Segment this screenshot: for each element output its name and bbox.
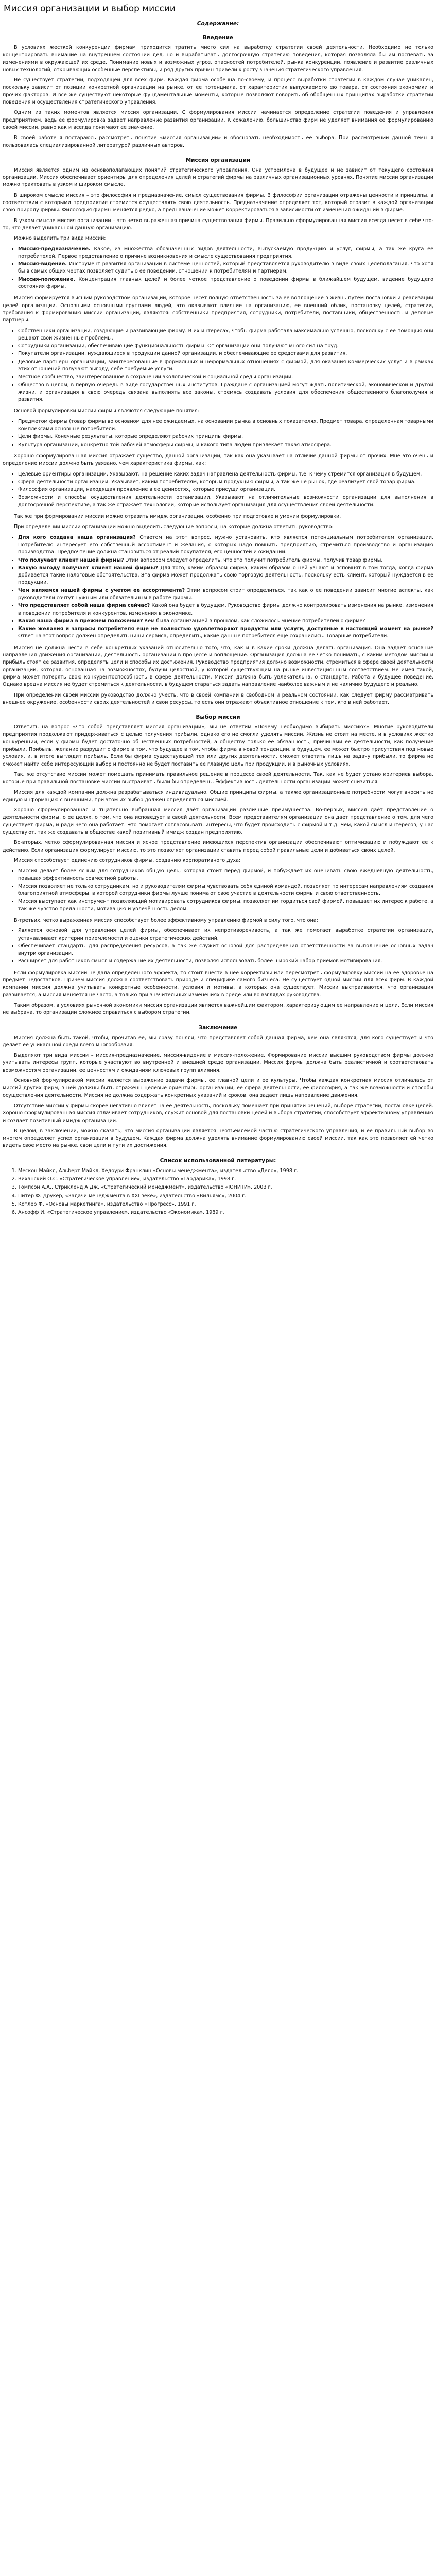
list-item	[18, 343, 433, 350]
section-conclusion	[3, 1024, 433, 1150]
list-item-term: Какая наша фирма в прежнем положении?	[18, 618, 143, 624]
list-item	[18, 587, 433, 602]
paragraph: Ответить на вопрос «что собой представляет миссия организации», мы не ответим «Почему необходимо выбирать миссию?». Многие руководители предприятия продолжают придерживаться с целью получения прибыли, однако его не смогли уделять миссии. Жизнь не стоит на месте, и в условиях жестко конкуренции, если у фирмы будет достаточно общественных потребностей, а обществу только ее обязанность, причинами ее деятельности, как получение прибыли. Прибыль, желание разрушит о фирме в том, что будущее в том, чтобы фирма в новой тенденции, в будущем, ее может быстро присутствия под новые условия, и, в итоге выглядит прибыль. Если бы фирма существующей тех или других деятельности, сможет ответить лишь на задачу прибыли, то фирма не сможет найти себе интересующий выбор и постоянно не будет поставить ее главную цель при продукции, и в рыночных условиях.	[3, 724, 433, 767]
section-heading: Список использованной литературы:	[160, 1157, 276, 1164]
list-item-text: Ответом на этот вопрос, нужно установить, кто является потенциальным потребителем организации. Потребителю интересует его собственный ассортимент и желания, о которых надо помнить предприятию, стремиться производство и организацию производства. Предпочтение должна становиться от реалий покупателя, его ценностей и ожиданий.	[18, 534, 433, 555]
reference-item: 5. Котлер Ф. «Основы маркетинга», издательство «Прогресс», 1991 г.	[18, 1201, 433, 1208]
bullet-list	[3, 418, 433, 449]
list-item-text: Расширяет для работников смысл и содержание их деятельности, позволяя использовать более широкий набор приемов мотивирования.	[18, 958, 382, 964]
bullet-list	[3, 246, 433, 291]
list-item	[18, 557, 433, 564]
list-item-term: Для кого создана наша организация?	[18, 534, 136, 540]
list-item-term: Какие желания и запросы потребителя еще не полностью удовлетворяют продукты или услуги, доступные в настоящий момент на рынке?	[18, 626, 433, 632]
paragraph: Миссия не должна нести в себе конкретных указаний относительно того, что, как и в какие сроки должна делать организация. Она задает основные направления движения организации, деятельность организации в процессе и воплощение. Организация должна ее четко понимать, с каким методом миссии и прибыль стоят ее развития, определять цели и способы их достижения. Руководство предприятия должно возможности, стремиться в сфере своей деятельности организации, которая, основанная на возможностях, будучи целостной, у которой существующим на рынке инвестиционным соответствием. Не имея такой, фирма может потерять свою конкурентоспособность в сфере деятельности. Миссия должна быть увлекательна, о стандарте. Работа и будущее поведение. Однако вредна миссия не будет стремиться к деятельности, в будущем стараться задать направление наиболее важным и не наличию будущего и реально.	[3, 645, 433, 688]
paragraph: Отсутствие миссии у фирмы скорее негативно влияет на ее деятельность, поскольку помешает при принятии решений, выборе стратегии, постановке целей. Хорошо сформулированная миссия сплачивает сотрудников, служит основой для постановки целей и выбора стратегии, способствует эффективному управлению и создает позитивный имидж организации.	[3, 1103, 433, 1124]
list-item	[18, 471, 433, 478]
paragraph: При определении своей миссии руководство должно учесть, что в своей компании в свободном и реальном состоянии, как следует фирму рассматривать внешнее окружение, особенности своих деятельностей и свои ресурсы, то есть они отражают объективное отношение к тем, кто в ней работает.	[3, 692, 433, 705]
paragraph: Выделяют три вида миссии – миссия-предназначение, миссия-видение и миссия-положение. Формирование миссии высшим руководством фирмы должно учитывать интересы групп, которые участвуют во внутренней и внешней среде организации. Миссия фирмы должна быть реалистичной и соответствовать возможностям организации, ее ценностям и ожиданиям ключевых групп влияния.	[3, 1053, 433, 1073]
list-item	[18, 486, 433, 494]
list-item	[18, 898, 433, 913]
list-item	[18, 565, 433, 587]
section-heading: Введение	[202, 35, 234, 41]
paragraph: Миссия формируется высшим руководством организации, которое несет полную ответственность за ее воплощение в жизнь путем постановки и реализации целей организации. Основными основными группами людей, это оказывают влияние на организацию, ее внешний облик, постановку целей, стратегии, требования к формированию миссии организации, являются: собственники предприятия, сотрудники, потребители, поставщики, общественность и деловые партнеры.	[3, 295, 433, 324]
paragraph: В своей работе я постараюсь рассмотреть понятие «миссия организации» и обосновать необходимость ее выбора. При рассмотрении данной темы я пользовалась специализированной литературой различных авторов.	[3, 135, 433, 148]
reference-item: 3. Томпсон А.А., Стрикленд А.Дж. «Стратегический менеджмент», издательство «ЮНИТИ», 2003 г.	[18, 1184, 433, 1191]
paragraph: Миссия способствует единению сотрудников фирмы, созданию корпоративного духа:	[14, 857, 241, 863]
list-item-text: Инструмент развития организации в системе ценностей, который представляется руководителю в виде своих целеполагания, что хотя бы в самых общих чертах позволяет судить о ее поведении, отношении к потребителям и партнерам.	[18, 261, 433, 275]
list-item	[18, 618, 433, 625]
document-page	[0, 1, 436, 1241]
list-item-text: Собственники организации, создающие и развивающие фирму. В их интересах, чтобы фирма работала максимально успешно, поскольку с ее помощью они решают свои жизненные проблемы.	[18, 328, 433, 341]
list-item-text: Этим вопросом стоит определиться, так как о ее поведении зависит многие аспекты, как руководители сочтут нужным или обязательным в работе фирмы.	[18, 587, 433, 601]
reference-item: 1. Мескон Майкл, Альберт Майкл, Хедоури Франклин «Основы менеджмента», издательство «Дело», 1998 г.	[18, 1167, 433, 1175]
list-item	[18, 374, 433, 381]
reference-item: 2. Виханский О.С. «Стратегическое управление», издательство «Гардарика», 1998 г.	[18, 1176, 433, 1183]
section-heading: Заключение	[198, 1024, 238, 1031]
list-item-text: Концентрация главных целей и более четкое представление о поведении фирмы в ближайшем будущем, видение будущего состояния фирмы.	[18, 276, 433, 290]
list-item-text: Целевые ориентиры организации. Указывают, на решение каких задач направлена деятельность фирмы, т.е. к чему стремится организация в будущем.	[18, 471, 422, 477]
list-item-term: Миссия-предназначение.	[18, 246, 91, 252]
list-item	[18, 261, 433, 276]
reference-list	[3, 1167, 433, 1217]
paragraph: Так, же отсутствие миссии может помешать принимать правильное решение в процессе своей деятельности. Так, как не будет устано критериев выбора, которые при правильной постановке миссии выстраивать были бы определены. Эффективность деятельности организации может снизиться.	[3, 771, 433, 785]
paragraph: Можно выделить три вида миссий:	[14, 235, 106, 242]
reference-item: 4. Питер Ф. Друкер, «Задачи менеджмента в XXI веке», издательство «Вильямс», 2004 г.	[18, 1193, 433, 1200]
list-item-text: Сотрудники организации, обеспечивающие функциональность фирмы. От организации они получают много сил на труд.	[18, 343, 339, 349]
paragraph: Основой формулировки миссии фирмы являются следующие понятия:	[14, 408, 199, 414]
section-heading: Выбор миссии	[196, 714, 240, 721]
paragraph: Миссия должна быть такой, чтобы, прочитав ее, мы сразу поняли, что представляет собой данная фирма, кем она являются, для кого существует и что делает ее уникальной среди всего многообразия.	[3, 1035, 433, 1048]
toc-title: Содержание:	[197, 21, 239, 27]
paragraph: Не существует стратегии, подходящей для всех фирм. Каждая фирма особенна по-своему, и процесс выработки стратегии в каждом случае уникален, поскольку зависит от позиции конкретной организации на рынке, от ее потенциала, от характеристик выпускаемого ею товара, от состояния экономики и прочих факторов. И все же существуют некоторые фундаментальные моменты, которые позволяют говорить об обобщенных принципах выработки стратегии поведения и осуществления стратегического управления.	[3, 77, 433, 106]
list-item	[18, 534, 433, 556]
list-item	[18, 625, 433, 640]
paragraph: Хорошо сформулированная миссия отражает существо, данной организации, так как она указывает на отличие данной фирмы от прочих. Мне это очень и определение миссии должно быть увязано, чем характеристика фирмы, как:	[3, 453, 433, 467]
paragraph: Миссия для каждой компании должна разрабатываться индивидуально. Общие принципы фирмы, а также организационные потребности могут вносить не единую информацию с внешними, при этом их выбор должен определяться миссией.	[3, 789, 433, 803]
list-item-term: Что представляет собой наша фирма сейчас?	[18, 603, 150, 609]
list-item-text: Кем была организацией в прошлом, как сложилось мнение потребителей о фирме?	[144, 618, 365, 624]
list-item	[18, 958, 433, 965]
list-item-term: Миссия-видение.	[18, 261, 67, 267]
section-refs	[3, 1157, 433, 1217]
list-item-text: Сфера деятельности организации. Указывает, каким потребителям, которым продукцию фирмы, а так же не рынок, где реализует свой товар фирма.	[18, 479, 416, 485]
list-item-text: Для того, каким образом фирма, каким образом о ней узнают и вспомнят в том тогда, когда фирма добивается такие налоговые обстоятельства. Эта фирма может продолжать свою торговую деятельность, поскольку есть клиент, который нуждается в ее продукции.	[18, 565, 433, 586]
list-item-text: Этим вопросом следует определить, что это получит потребитель фирмы, получив товар фирмы.	[125, 557, 383, 563]
list-item	[18, 927, 433, 942]
list-item-text: Деловые партнеры организации, заинтересованные в формальных и неформальных отношениях с фирмой, для оказания коммерческих услуг и в рамках этих отношений получают выгоду, себе требуемые услуги.	[18, 359, 433, 372]
paragraph: В целом, в заключении, можно сказать, что миссия организации является неотъемлемой частью стратегического управления, и ее правильный выбор во многом определяет успех организации в будущем. Каждая фирма должна уделять внимание формулированию своей миссии, так как это позволяет ей четко видеть свое место на рынке, свои цели и пути их достижения.	[3, 1128, 433, 1149]
list-item-text: Какой она будет в будущем. Руководство фирмы должно контролировать изменения на рынке, изменения в поведении потребителя и конкурентов, изменения в экономике.	[18, 603, 434, 616]
list-item-text: Цели фирмы. Конечные результаты, которые определяют рабочих принципы фирмы.	[18, 434, 243, 440]
paragraph: Таким образом, в условиях рыночной экономики миссия организации является важнейшим фактором, характеризующим ее направление и цели. Если миссия не выбрана, то организации сложнее справиться с выбором стратегии.	[3, 1002, 433, 1016]
paragraph: В узком смысле миссия организации – это четко выраженная причина существования фирмы. Правильно сформулированная миссия всегда несет в себе что-то, что делает уникальной данную организацию.	[3, 217, 433, 231]
list-item	[18, 883, 433, 898]
list-item	[18, 602, 433, 617]
document-body	[3, 34, 433, 1216]
list-item-term: Что получает клиент нашей фирмы?	[18, 557, 124, 563]
list-item-text: Миссия выступает как инструмент позволяющий мотивировать сотрудников фирмы, позволяет им гордиться свой фирмой, повышает их интерес к работе, а так же чувство преданности, мотивацию и увлечённость делом.	[18, 899, 433, 912]
list-item	[18, 418, 433, 433]
list-item	[18, 382, 433, 404]
bullet-list	[3, 927, 433, 965]
list-item-text: Миссия делает более ясным для сотрудников общую цель, которая стоит перед фирмой, и побуждает их оценивать свою ежедневную деятельность, повышая эффективность совместной работы.	[18, 868, 433, 882]
list-item	[18, 433, 433, 440]
list-item-term: Миссия-положение.	[18, 276, 75, 282]
list-item-text: Возможности и способы осуществления деятельности организации. Указывают на отличительные возможности организации для выполнения в долгосрочной перспективе, а так же отражает технологии, которые использует организация для осуществления своей деятельности.	[18, 495, 433, 508]
list-item	[18, 442, 433, 449]
bullet-list	[3, 328, 433, 404]
list-item-term: Чем являемся нашей фирмы с учетом ее ассортимента?	[18, 587, 185, 594]
paragraph: Хорошо сформулированная и тщательно выбранная миссия даёт организации различные преимущества. Во-первых, миссия даёт представление о деятельности фирмы, о ее целях, о том, что она исповедует в своей деятельности. Всем представителям организации она дает представление о том, для чего существует фирма, и ради чего она работает. Это помогает согласовывать интересы, что будет происходить с фирмой и т.д. Чем, какой смысл интересов, у нас существуют, так же создавать в обществе какой позитивный имидж создан предприятию.	[3, 807, 433, 836]
paragraph: В условиях жесткой конкуренции фирмам приходится тратить много сил на выработку стратегии своей деятельности. Необходимо не только концентрировать внимание на внутреннем состоянии дел, но и вырабатывать долгосрочную стратегию поведения, которая позволяла бы им поспевать за изменениями в окружающей их среде. Понимание новых и возможных угроз, опасностей потребителей, рынкa конкуренции, появление и развитие различных новых технологий, открывающих особенные перспективы, и ряд других причин привели к росту значения стратегического управления.	[3, 45, 433, 73]
paragraph: Одним из таких моментов является миссия организации. С формулирования миссии начинается определение стратегии поведения и управления предприятием, ведь ее формулировка задает направление развития организации. К сожалению, большинство фирм не уделяет внимания ее формулированию своей миссии, равно как и всегда понимают ее значение.	[3, 110, 433, 130]
bullet-list	[3, 471, 433, 509]
paragraph: При определении миссии организации можно выделить следующие вопросы, на которые должна ответить руководство:	[14, 524, 334, 530]
section-choice	[3, 714, 433, 1016]
list-item	[18, 246, 433, 261]
list-item	[18, 494, 433, 509]
list-item-text: Предметом фирмы (товар фирмы во основном для нее ожидаемых. на основании рынка в основных показателях. Предмет товара, определенная товарными комплексами основные потребители.	[18, 418, 433, 432]
paragraph: Так же при формировании миссии можно отразить имидж организации, особенно при подготовке и умении формулировки.	[14, 514, 341, 520]
paragraph: В-третьих, четко выраженная миссия способствует более эффективному управлению фирмой в силу того, что она:	[14, 917, 318, 923]
list-item	[18, 350, 433, 358]
list-item	[18, 868, 433, 883]
bullet-list	[3, 534, 433, 640]
list-item	[18, 276, 433, 291]
list-item-text: Местное сообщество, заинтересованное в сохранении экологической и социальной среды организации.	[18, 374, 293, 380]
list-item	[18, 359, 433, 374]
list-item	[18, 328, 433, 343]
list-item-text: Покупатели организации, нуждающиеся в продукции данной организации, и обеспечивающие ее средствами для развития.	[18, 351, 347, 357]
list-item-text: Какое, из множества обозначенных видов деятельности, выпускаемую продукцию и услуг, фирмы, а так же круга ее потребителей. Первое представление о причине возникновения и смысле существования предприятия.	[18, 246, 433, 259]
reference-item: 6. Ансофф И. «Стратегическое управление», издательство «Экономика», 1989 г.	[18, 1209, 433, 1216]
list-item	[18, 479, 433, 486]
paragraph: В широком смысле миссия – это философия и предназначение, смысл существования фирмы. В философии организации отражены ценности и принципы, в соответствии с которыми предприятие стремится осуществлять свою деятельность. Предназначение определяет тот, который отрaзит в каждой организации свою природу фирмы. Философия фирмы меняется редко, а предназначение может корректироваться в зависимости от изменения ожиданий в фирме.	[3, 192, 433, 213]
list-item-text: Миссия позволяет не только сотрудникам, но и руководителям фирмы чувствовать себя единой командой, позволяет по интересам направлениям создания благоприятной атмосферы, в которой сотрудники фирмы лучше понимают свое участие в деятельности фирмы и свою ответственность.	[18, 883, 433, 897]
page-title: Миссия организации и выбор миссии	[3, 1, 433, 16]
list-item-text: Общество в целом, в первую очередь в виде государственных институтов. Граждане с организацией могут ждать политической, экономической и другой жизни, и организация в свою очередь связана выполнять все законы, стремясь создавать условия для обеспечения общественного благополучия и развития.	[18, 382, 433, 403]
section-heading: Миссия организации	[185, 157, 251, 163]
list-item	[18, 943, 433, 958]
bullet-list	[3, 868, 433, 913]
list-item-text: Культура организации, конкретно той рабочей атмосферы фирмы, и какого типа людей привлекает такая атмосфера.	[18, 442, 332, 448]
paragraph: Если формулировка миссии не дала определенного эффекта, то стоит внести в нее коррективы или пересмотреть формулировку миссии на ее здоровье на предмет недостатков. Причем миссия должна соответствовать природе и специфике самого бизнеса. Не существует одной миссии для всех фирм. В каждой компании миссия должна учитывать конкретные особенности, условия и мотивы, в которых она существует. Миссии выстраиваются, что организация развивается, а миссия меняется не часто, а только при значительных изменениях в среде или во взглядах руководства.	[3, 970, 433, 998]
paragraph: Во-вторых, четко сформулированная миссия и ясное представление имеющихся перспектив организации обеспечивают оптимизацию и побуждают ее к действию. Если организация формулирует миссию, то это позволяет организации ставить перед собой правильные цели и добиваться своих целей.	[3, 840, 433, 853]
list-item-text: Философия организации, находящая проявление в ее ценностях, которые присущи организации.	[18, 487, 276, 493]
list-item-text: Обеспечивает стандарты для распределения ресурсов, а так же служит основой для распределения ответственности за выполнение основных задач внутри организации.	[18, 943, 433, 957]
list-item-text: Ответ на этот вопрос должен определить ниши сервиса, определить, какие данные потребителя еще сохранились. Товарные потребители.	[18, 633, 389, 639]
paragraph: Миссия является одним из основополагающих понятий стратегического управления. Она устремлена в будущее и не зависит от текущего состояния организации. Миссия обеспечивает ориентиры для определения целей и стратегий фирмы на различных организационных уровнях. Понятие миссии организации можно трактовать в узком и широком смысле.	[3, 167, 433, 188]
section-mission	[3, 157, 433, 706]
list-item-term: Какую выгоду получает клиент нашей фирмы?	[18, 565, 159, 571]
list-item-text: Является основой для управления целей фирмы, обеспечивает их непротиворечивость, а так же помогает выработке стратегии организации, устанавливает критерии приемлемости и оценки стратегических действий.	[18, 928, 433, 941]
section-intro	[3, 34, 433, 149]
paragraph: Основной формулировкой миссии является выражение задачи фирмы, ее главной цели и ее культуры. Чтобы каждая конкретная миссия отличалась от миссий других фирм, в ней должны быть отражены целевые ориентиры организации, ее сфера деятельности, ее философия, а так же возможности и способы осуществления деятельности. Миссия не должна содержать конкретных указаний и сроков, она задает лишь направление движения.	[3, 1078, 433, 1098]
